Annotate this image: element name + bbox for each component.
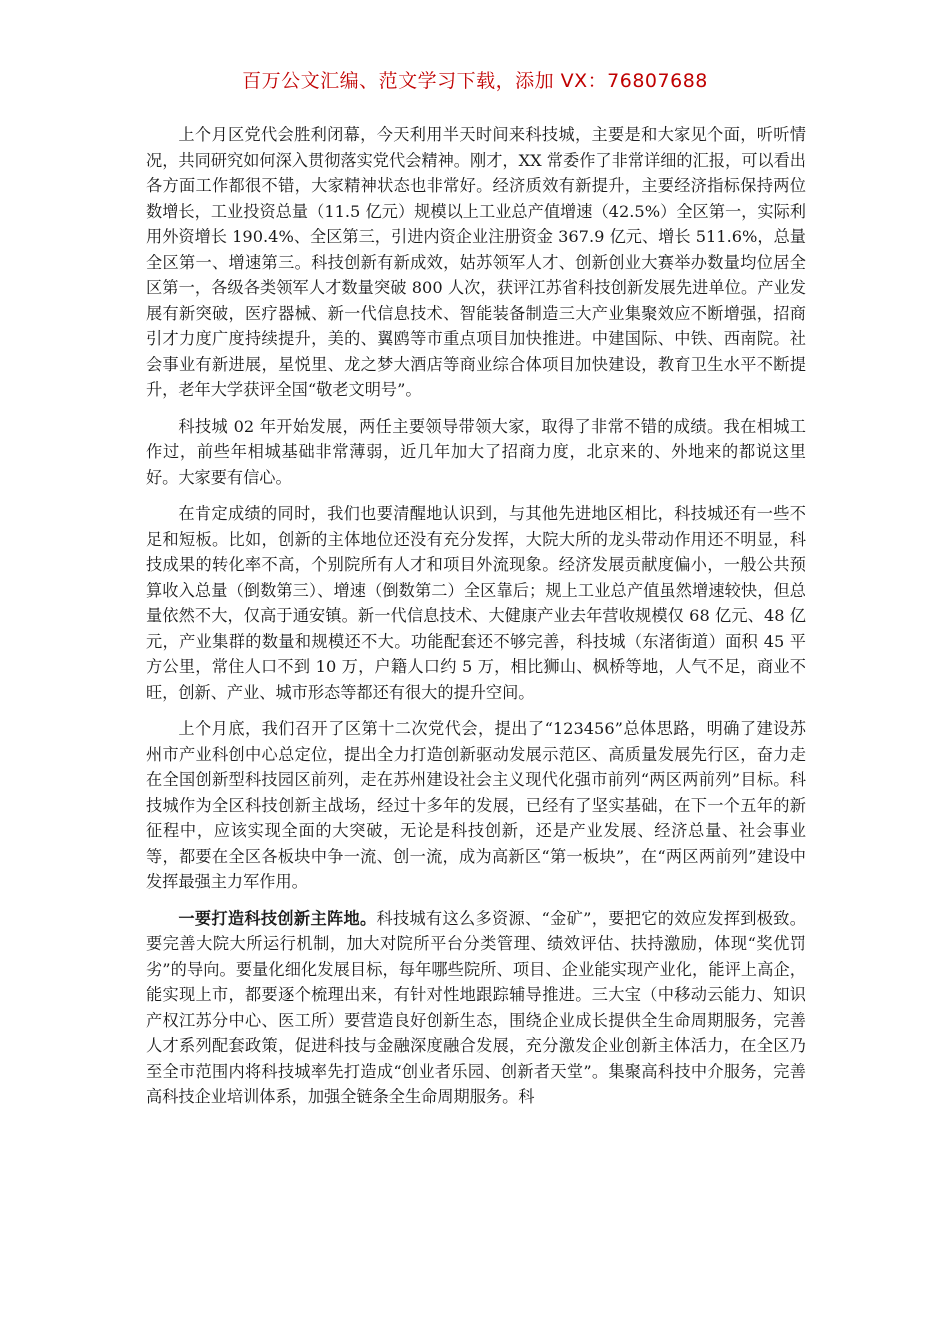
paragraph-5 xyxy=(146,906,806,1110)
paragraph-text: 上个月底，我们召开了区第十二次党代会，提出了“123456”总体思路，明确了建设苏州市产业科创中心总定位，提出全力打造创新驱动发展示范区、高质量发展先行区，奋力走在全国创新型科技园区前列，走在苏州建设社会主义现代化强市前列“两区两前列”目标。科技城作为全区科技创新主战场，经过十多年的发展，已经有了坚实基础，在下一个五年的新征程中，应该实现全面的大突破，无论是科技创新，还是产业发展、经济总量、社会事业等，都要在全区各板块中争一流、创一流，成为高新区“第一板块”，在“两区两前列”建设中发挥最强主力军作用。 xyxy=(146,719,806,891)
paragraph-text: 科技城 02 年开始发展，两任主要领导带领大家，取得了非常不错的成绩。我在相城工作过，前些年相城基础非常薄弱，近几年加大了招商力度，北京来的、外地来的都说这里好。大家要有信心。 xyxy=(146,416,806,487)
paragraph-3 xyxy=(146,501,806,705)
paragraph-4 xyxy=(146,716,806,895)
paragraph-1 xyxy=(146,122,806,403)
header-banner: 百万公文汇编、范文学习下载，添加 VX：76807688 xyxy=(242,70,708,92)
paragraph-lead-heading: 一要打造科技创新主阵地。 xyxy=(178,908,377,928)
paragraph-2 xyxy=(146,414,806,491)
paragraph-text: 科技城有这么多资源、“金矿”，要把它的效应发挥到极致。要完善大院大所运行机制，加大对院所平台分类管理、绩效评估、扶持激励，体现“奖优罚劣”的导向。要量化细化发展目标，每年哪些院所、项目、企业能实现产业化，能评上高企，能实现上市，都要逐个梳理出来，有针对性地跟踪辅导推进。三大宝（中移动云能力、知识产权江苏分中心、医工所）要营造良好创新生态，围绕企业成长提供全生命周期服务，完善人才系列配套政策，促进科技与金融深度融合发展，充分激发企业创新主体活力，在全区乃至全市范围内将科技城率先打造成“创业者乐园、创新者天堂”。集聚高科技中介服务，完善高科技企业培训体系，加强全链条全生命周期服务。科 xyxy=(146,908,806,1106)
paragraph-text: 上个月区党代会胜利闭幕，今天利用半天时间来科技城，主要是和大家见个面，听听情况，共同研究如何深入贯彻落实党代会精神。刚才，XX 常委作了非常详细的汇报，可以看出各方面工作都很不错，大家精神状态也非常好。经济质效有新提升，主要经济指标保持两位数增长，工业投资总量（11.5 亿元）规模以上工业总产值增速（42.5%）全区第一，实际利用外资增长 190.4%、全区第三，引进内资企业注册资金 367.9 亿元、增长 511.6%，总量全区第一、增速第三。科技创新有新成效，姑苏领军人才、创新创业大赛举办数量均位居全区第一，各级各类领军人才数量突破 800 人次，获评江苏省科技创新发展先进单位。产业发展有新突破，医疗器械、新一代信息技术、智能装备制造三大产业集聚效应不断增强，招商引才力度广度持续提升，美的、翼鸥等市重点项目加快推进。中建国际、中铁、西南院。社会事业有新进展，星悦里、龙之梦大酒店等商业综合体项目加快建设，教育卫生水平不断提升，老年大学获评全国“敬老文明号”。 xyxy=(146,125,806,399)
paragraph-text: 在肯定成绩的同时，我们也要清醒地认识到，与其他先进地区相比，科技城还有一些不足和短板。比如，创新的主体地位还没有充分发挥，大院大所的龙头带动作用还不明显，科技成果的转化率不高，个别院所有人才和项目外流现象。经济发展贡献度偏小，一般公共预算收入总量（倒数第三）、增速（倒数第二）全区靠后；规上工业总产值虽然增速较快，但总量依然不大，仅高于通安镇。新一代信息技术、大健康产业去年营收规模仅 68 亿元、48 亿元，产业集群的数量和规模还不大。功能配套还不够完善，科技城（东渚街道）面积 45 平方公里，常住人口不到 10 万，户籍人口约 5 万，相比狮山、枫桥等地，人气不足，商业不旺，创新、产业、城市形态等都还有很大的提升空间。 xyxy=(146,504,806,702)
document-body xyxy=(146,122,806,1121)
